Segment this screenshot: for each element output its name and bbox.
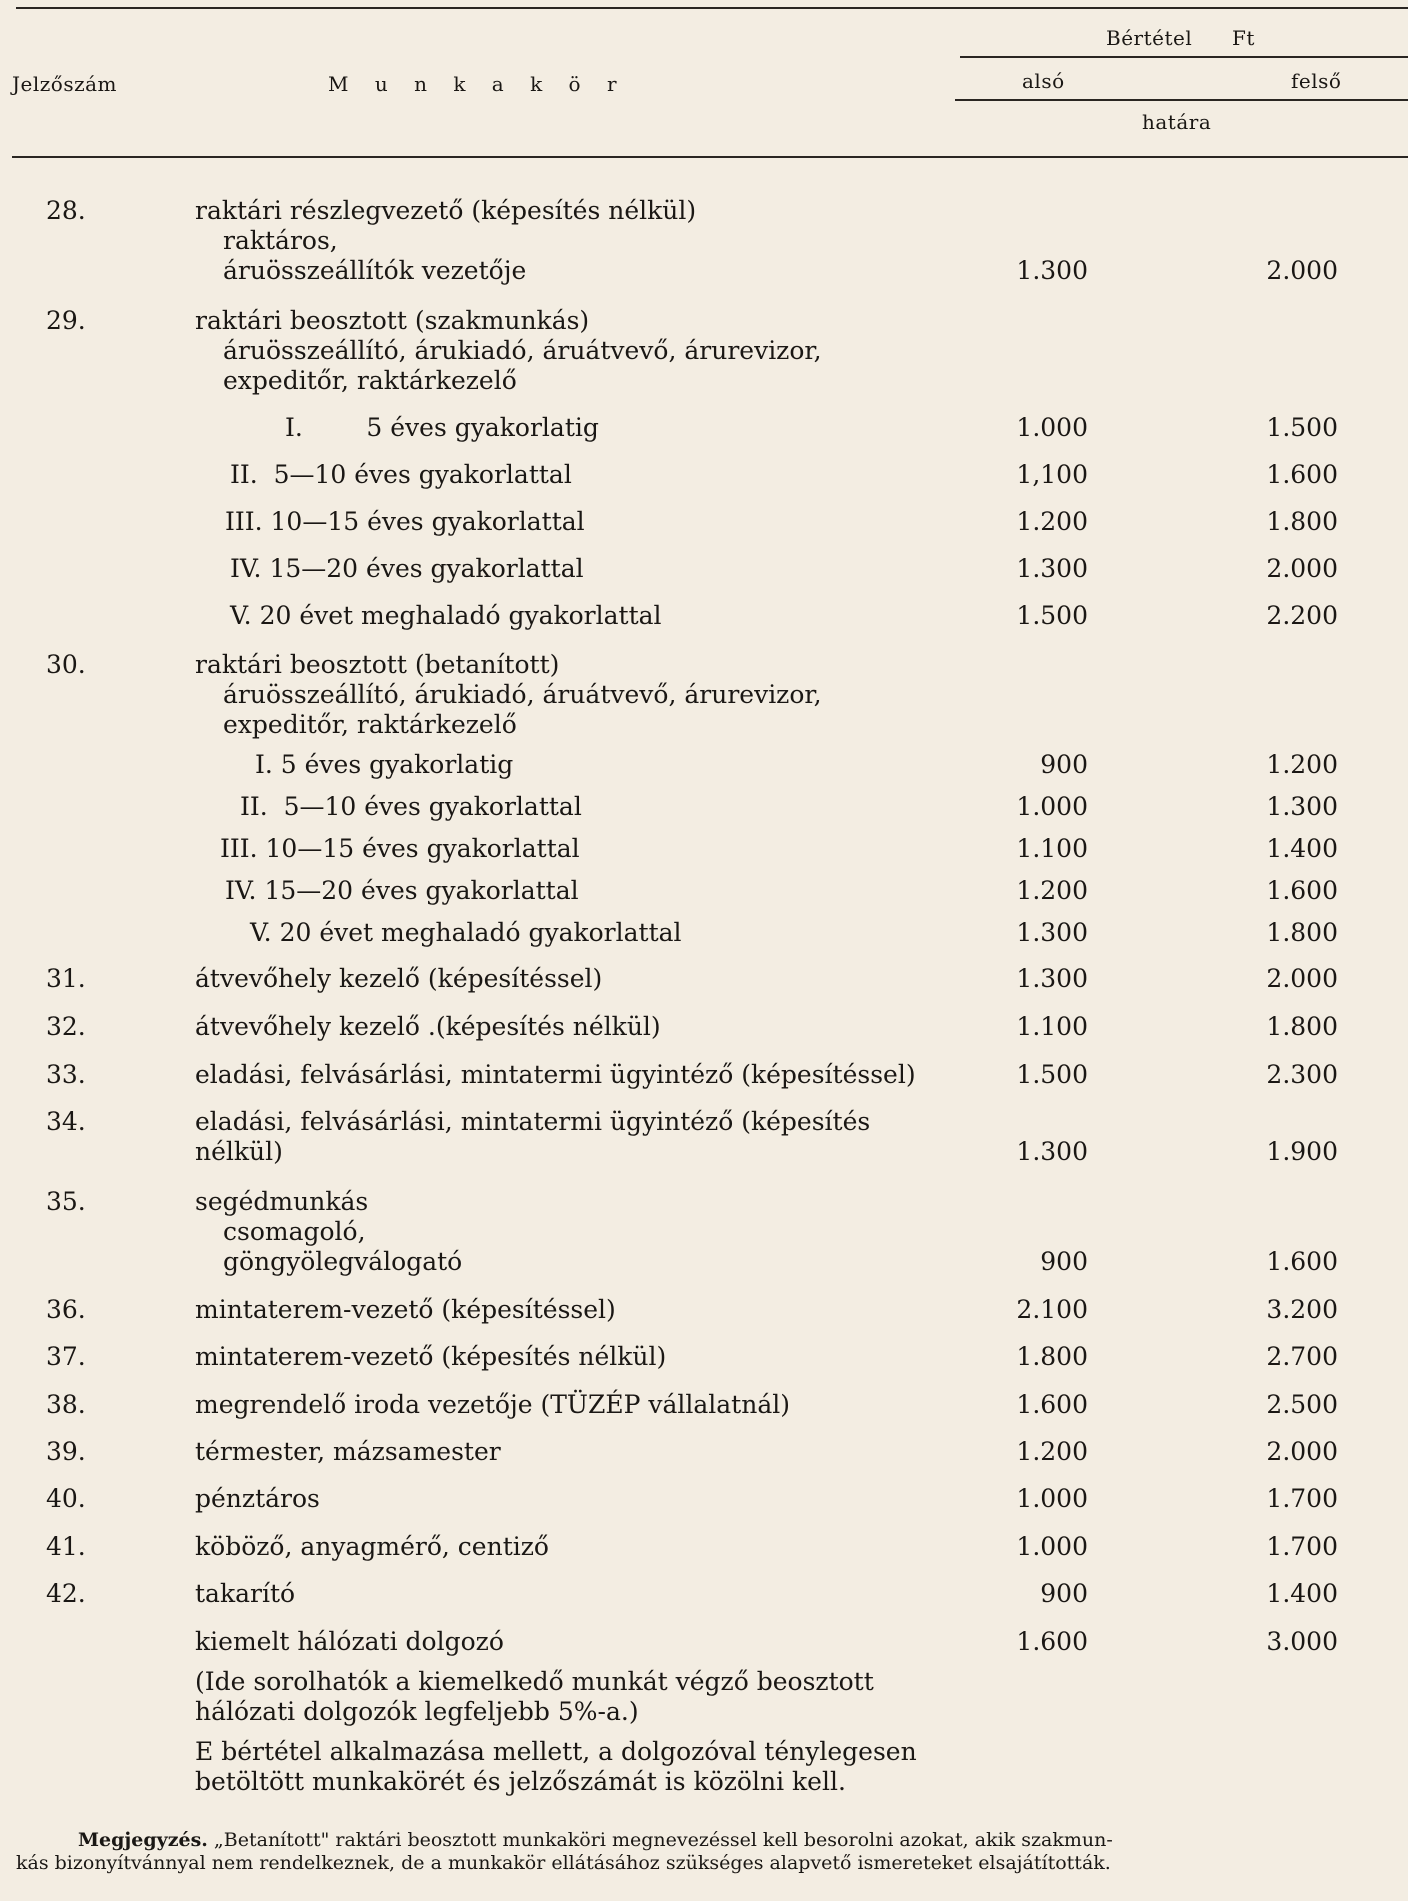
row-job [195,1484,995,1514]
row-job-title: V. 20 évet meghaladó gyakorlattal [250,918,682,947]
row-job-title: V. 20 évet meghaladó gyakorlattal [230,601,662,630]
footnote-text-2: kás bizonyítvánnyal nem rendelkeznek, de a munkakör ellátásához szükséges alapvető ismereteket elsajátították. [16,1852,1111,1874]
row-lower-limit: 900 [1040,750,1088,779]
row-job [195,1579,995,1609]
row-lower-limit: 1.000 [1016,1484,1088,1513]
row-job [230,460,1030,490]
row-upper-limit: 2.000 [1266,964,1338,993]
row-upper-limit: 1.800 [1266,918,1338,947]
row-lower-limit: 1.500 [1016,601,1088,630]
row-upper-limit: 3.200 [1266,1295,1338,1324]
row-upper-limit: 1.400 [1266,1579,1338,1608]
row-code: 33. [46,1060,86,1089]
row-upper-limit: 1.700 [1266,1532,1338,1561]
row-code: 34. [46,1107,86,1136]
row-upper-limit: 1.600 [1266,1247,1338,1276]
row-lower-limit: 1.100 [1016,1012,1088,1041]
row-lower-limit: 1.200 [1016,1437,1088,1466]
row-job [285,413,1085,443]
row-job [255,750,1055,780]
row-job-title: IV. 15—20 éves gyakorlattal [230,554,584,583]
row-code: 28. [46,196,86,225]
row-job [225,507,1025,537]
row-job-title: pénztáros [195,1484,320,1513]
footnote-text: „Betanított" raktári beosztott munkaköri megnevezéssel kell besorolni azokat, akik szakmun- [207,1829,1113,1851]
row-lower-limit: 1.500 [1016,1060,1088,1089]
row-job-title: raktári beosztott (betanított) [195,650,560,679]
row-job-detail: nélkül) [195,1137,283,1166]
row-job [195,1107,995,1167]
row-lower-limit: 1.300 [1016,964,1088,993]
row-code: 42. [46,1579,86,1608]
row-job [195,1532,995,1562]
row-job-title: raktári részlegvezető (képesítés nélkül) [195,196,697,225]
row-upper-limit: 1.900 [1266,1137,1338,1166]
row-lower-limit: 1,100 [1016,460,1088,489]
row-job-title: köböző, anyagmérő, centiző [195,1532,549,1561]
row-lower-limit: 1.300 [1016,256,1088,285]
row-upper-limit: 2.000 [1266,256,1338,285]
row-upper-limit: 1.800 [1266,1012,1338,1041]
row-job [195,964,995,994]
currency-label: Ft [1232,26,1255,50]
row-job-title: eladási, felvásárlási, mintatermi ügyintéző (képesítéssel) [195,1060,916,1089]
row-job [195,1295,995,1325]
row-upper-limit: 2.000 [1266,1437,1338,1466]
row-upper-limit: 2.700 [1266,1342,1338,1371]
row-job-title: I. 5 éves gyakorlatig [255,750,514,779]
row-lower-limit: 1.100 [1016,834,1088,863]
row-job-title: mintaterem-vezető (képesítés nélkül) [195,1342,667,1371]
row-job-title: I. 5 éves gyakorlatig [285,413,599,442]
row-lower-limit: 900 [1040,1579,1088,1608]
row-upper-limit: 1.500 [1266,413,1338,442]
row-job-title: II. 5—10 éves gyakorlattal [230,460,572,489]
row-job [195,1342,995,1372]
row-job [250,918,1050,948]
row-upper-limit: 2.200 [1266,601,1338,630]
row-job-detail: raktáros, [223,226,338,255]
row-job-detail: áruösszeállító, árukiadó, áruátvevő, árurevizor, [223,336,822,365]
row-upper-limit: 1.400 [1266,834,1338,863]
job-column-header: M u n k a k ö r [328,72,627,96]
row-code: 30. [46,650,86,679]
row-job-title: átvevőhely kezelő .(képesítés nélkül) [195,1012,661,1041]
row-lower-limit: 1.200 [1016,507,1088,536]
row-lower-limit: 1.300 [1016,918,1088,947]
row-upper-limit: 3.000 [1266,1627,1338,1656]
row-job [195,1060,995,1090]
code-column-header: Jelzőszám [12,72,118,96]
row-job-detail: expeditőr, raktárkezelő [223,366,517,395]
row-job-detail: göngyölegválogató [223,1247,463,1276]
row-job [195,1627,995,1657]
row-lower-limit: 1.000 [1016,792,1088,821]
row-job [195,306,995,396]
row-job [195,1187,995,1277]
row-job [225,876,1025,906]
row-job-detail: áruösszeállító, árukiadó, áruátvevő, árurevizor, [223,680,822,709]
row-lower-limit: 1.600 [1016,1627,1088,1656]
row-job [195,650,995,740]
row-code: 29. [46,306,86,335]
row-job-detail: csomagoló, [223,1217,366,1246]
header-bottom-rule [12,156,1408,158]
row-job-title: takarító [195,1579,296,1608]
row-lower-limit: 2.100 [1016,1295,1088,1324]
row-job-title: raktári beosztott (szakmunkás) [195,306,590,335]
lower-upper-rule [955,99,1408,101]
row-job [195,1390,995,1420]
explanation-2-line: E bértétel alkalmazása mellett, a dolgozóval ténylegesen [195,1737,917,1766]
row-upper-limit: 1.600 [1266,460,1338,489]
row-upper-limit: 2.000 [1266,554,1338,583]
row-job-title: megrendelő iroda vezetője (TÜZÉP vállalatnál) [195,1390,790,1419]
row-upper-limit: 1.600 [1266,876,1338,905]
row-job-title: eladási, felvásárlási, mintatermi ügyintéző (képesítés [195,1107,871,1136]
row-code: 41. [46,1532,86,1561]
limit-header: határa [1142,110,1212,134]
row-code: 31. [46,964,86,993]
wage-title: Bértétel [1106,26,1193,50]
row-lower-limit: 1.300 [1016,1137,1088,1166]
row-upper-limit: 1.800 [1266,507,1338,536]
footnote-label: Megjegyzés. [78,1829,208,1851]
row-job-detail: expeditőr, raktárkezelő [223,710,517,739]
row-upper-limit: 1.300 [1266,792,1338,821]
row-code: 35. [46,1187,86,1216]
lower-limit-header: alsó [1022,69,1065,93]
row-lower-limit: 1.000 [1016,413,1088,442]
row-job-title: kiemelt hálózati dolgozó [195,1627,504,1656]
row-job-title: átvevőhely kezelő (képesítéssel) [195,964,603,993]
row-lower-limit: 900 [1040,1247,1088,1276]
row-upper-limit: 2.300 [1266,1060,1338,1089]
row-job-title: térmester, mázsamester [195,1437,501,1466]
row-code: 32. [46,1012,86,1041]
row-lower-limit: 1.200 [1016,876,1088,905]
row-job-title: segédmunkás [195,1187,369,1216]
row-job-title: IV. 15—20 éves gyakorlattal [225,876,579,905]
row-code: 36. [46,1295,86,1324]
footnote [16,1829,1396,1875]
row-code: 37. [46,1342,86,1371]
row-job-title: III. 10—15 éves gyakorlattal [220,834,580,863]
row-lower-limit: 1.600 [1016,1390,1088,1419]
row-upper-limit: 1.700 [1266,1484,1338,1513]
row-lower-limit: 1.300 [1016,554,1088,583]
row-code: 38. [46,1390,86,1419]
row-lower-limit: 1.000 [1016,1532,1088,1561]
top-rule [16,7,1408,9]
upper-limit-header: felső [1291,69,1342,93]
row-job [240,792,1040,822]
row-job-title: mintaterem-vezető (képesítéssel) [195,1295,616,1324]
row-job [195,196,995,286]
explanation-2-line: betöltött munkakörét és jelzőszámát is közölni kell. [195,1767,846,1796]
row-upper-limit: 2.500 [1266,1390,1338,1419]
row-job [195,1012,995,1042]
row-job [230,554,1030,584]
row-lower-limit: 1.800 [1016,1342,1088,1371]
row-job-detail: áruösszeállítók vezetője [223,256,527,285]
row-job [195,1437,995,1467]
row-job [220,834,1020,864]
row-job-title: III. 10—15 éves gyakorlattal [225,507,585,536]
explanation-1-line: hálózati dolgozók legfeljebb 5%-a.) [195,1697,639,1726]
row-job-title: II. 5—10 éves gyakorlattal [240,792,582,821]
row-upper-limit: 1.200 [1266,750,1338,779]
wage-header-rule [960,56,1408,58]
row-code: 40. [46,1484,86,1513]
row-code: 39. [46,1437,86,1466]
row-job [230,601,1030,631]
explanation-1-line: (Ide sorolhatók a kiemelkedő munkát végző beosztott [195,1667,874,1696]
